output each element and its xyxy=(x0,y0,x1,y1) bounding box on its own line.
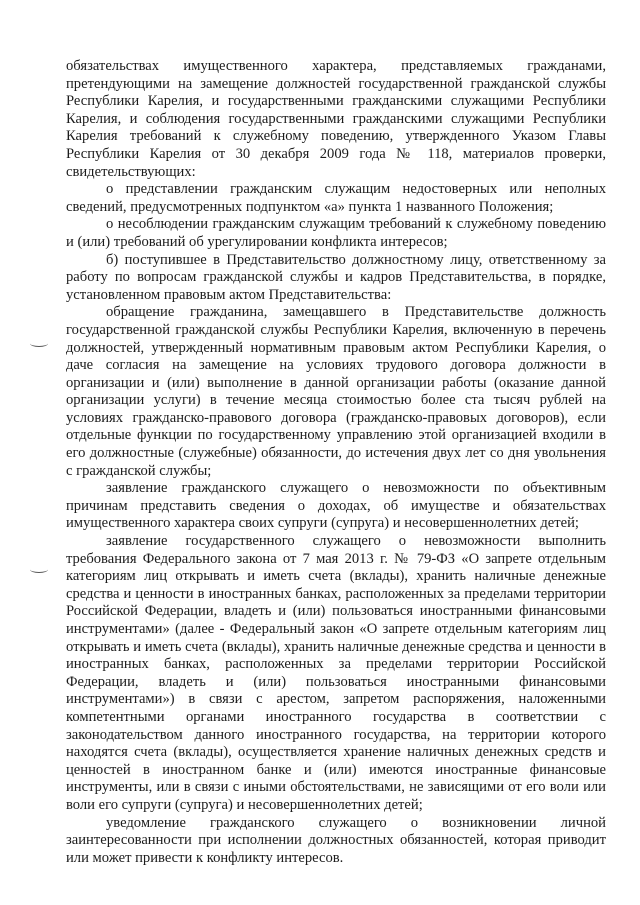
document-page xyxy=(66,58,606,867)
margin-mark-lower xyxy=(30,566,48,573)
paragraph-federal-law: заявление государственного служащего о невозможности выполнить требования Федерального закона от 7 мая 2013 г. № 79-ФЗ «О запрете отдельным категориям лиц открывать и иметь счета (вклады), хранить наличные денежные средства и ценности в иностранных банках, расположенных за пределами территории Российской Федерации, владеть и (или) пользоваться иностранными финансовыми инструментами» (далее - Федеральный закон «О запрете отдельным категориям лиц открывать и иметь счета (вклады), хранить наличные денежные средства и ценности в иностранных банках, расположенных за пределами территории Российской Федерации, владеть и (или) пользоваться иностранными финансовыми инструментами») в связи с арестом, запретом распоряжения, наложенными компетентными органами иностранного государства в соответствии с законодательством данного иностранного государства, на территории которого находятся счета (вклады), осуществляется хранение наличных денежных средств и ценностей в иностранном банке и (или) имеются иностранные финансовые инструменты, или в связи с иными обстоятельствами, не зависящими от его воли или воли его супруги (супруга) и несовершеннолетних детей; xyxy=(66,533,606,813)
paragraph-citizen-appeal: обращение гражданина, замещавшего в Представительстве должность государственной гражданской службы Республики Карелия, включенную в перечень должностей, утвержденный нормативным правовым актом Республики Карелия, о даче согласия на замещение на условиях трудового договора должности в организации и (или) выполнение в данной организации работы (оказание данной организации услуги) в течение месяца стоимостью более ста тысяч рублей на условиях гражданско-правового договора (гражданско-правовых договоров), если отдельные функции по государственному управлению этой организацией входили в его должностные (служебные) обязанности, до истечения двух лет со дня увольнения с гражданской службы; xyxy=(66,304,606,479)
paragraph-conflict-notice: уведомление гражданского служащего о возникновении личной заинтересованности при исполнении должностных обязанностей, которая приводит или может привести к конфликту интересов. xyxy=(66,814,606,866)
paragraph-item-b: б) поступившее в Представительство должностному лицу, ответственному за работу по вопросам гражданской службы и кадров Представительства, в порядке, установленном правовым актом Представительства: xyxy=(66,251,606,303)
paragraph-continuation: обязательствах имущественного характера, представляемых гражданами, претендующими на замещение должностей государственной гражданской службы Республики Карелия, и государственными гражданскими служащими Республики Карелия, и соблюдения государственными гражданскими служащими Республики Карелия требований к служебному поведению, утвержденного Указом Главы Республики Карелия от 30 декабря 2009 года № 118, материалов проверки, свидетельствующих: xyxy=(66,58,606,180)
margin-mark-upper xyxy=(30,340,48,347)
paragraph-income-statement: заявление гражданского служащего о невозможности по объективным причинам представить сведения о доходах, об имуществе и обязательствах имущественного характера своих супруги (супруга) и несовершеннолетних детей; xyxy=(66,480,606,532)
paragraph-non-compliance: о несоблюдении гражданским служащим требований к служебному поведению и (или) требований об урегулировании конфликта интересов; xyxy=(66,216,606,250)
paragraph-unreliable-info: о представлении гражданским служащим недостоверных или неполных сведений, предусмотренных подпунктом «а» пункта 1 названного Положения; xyxy=(66,181,606,215)
